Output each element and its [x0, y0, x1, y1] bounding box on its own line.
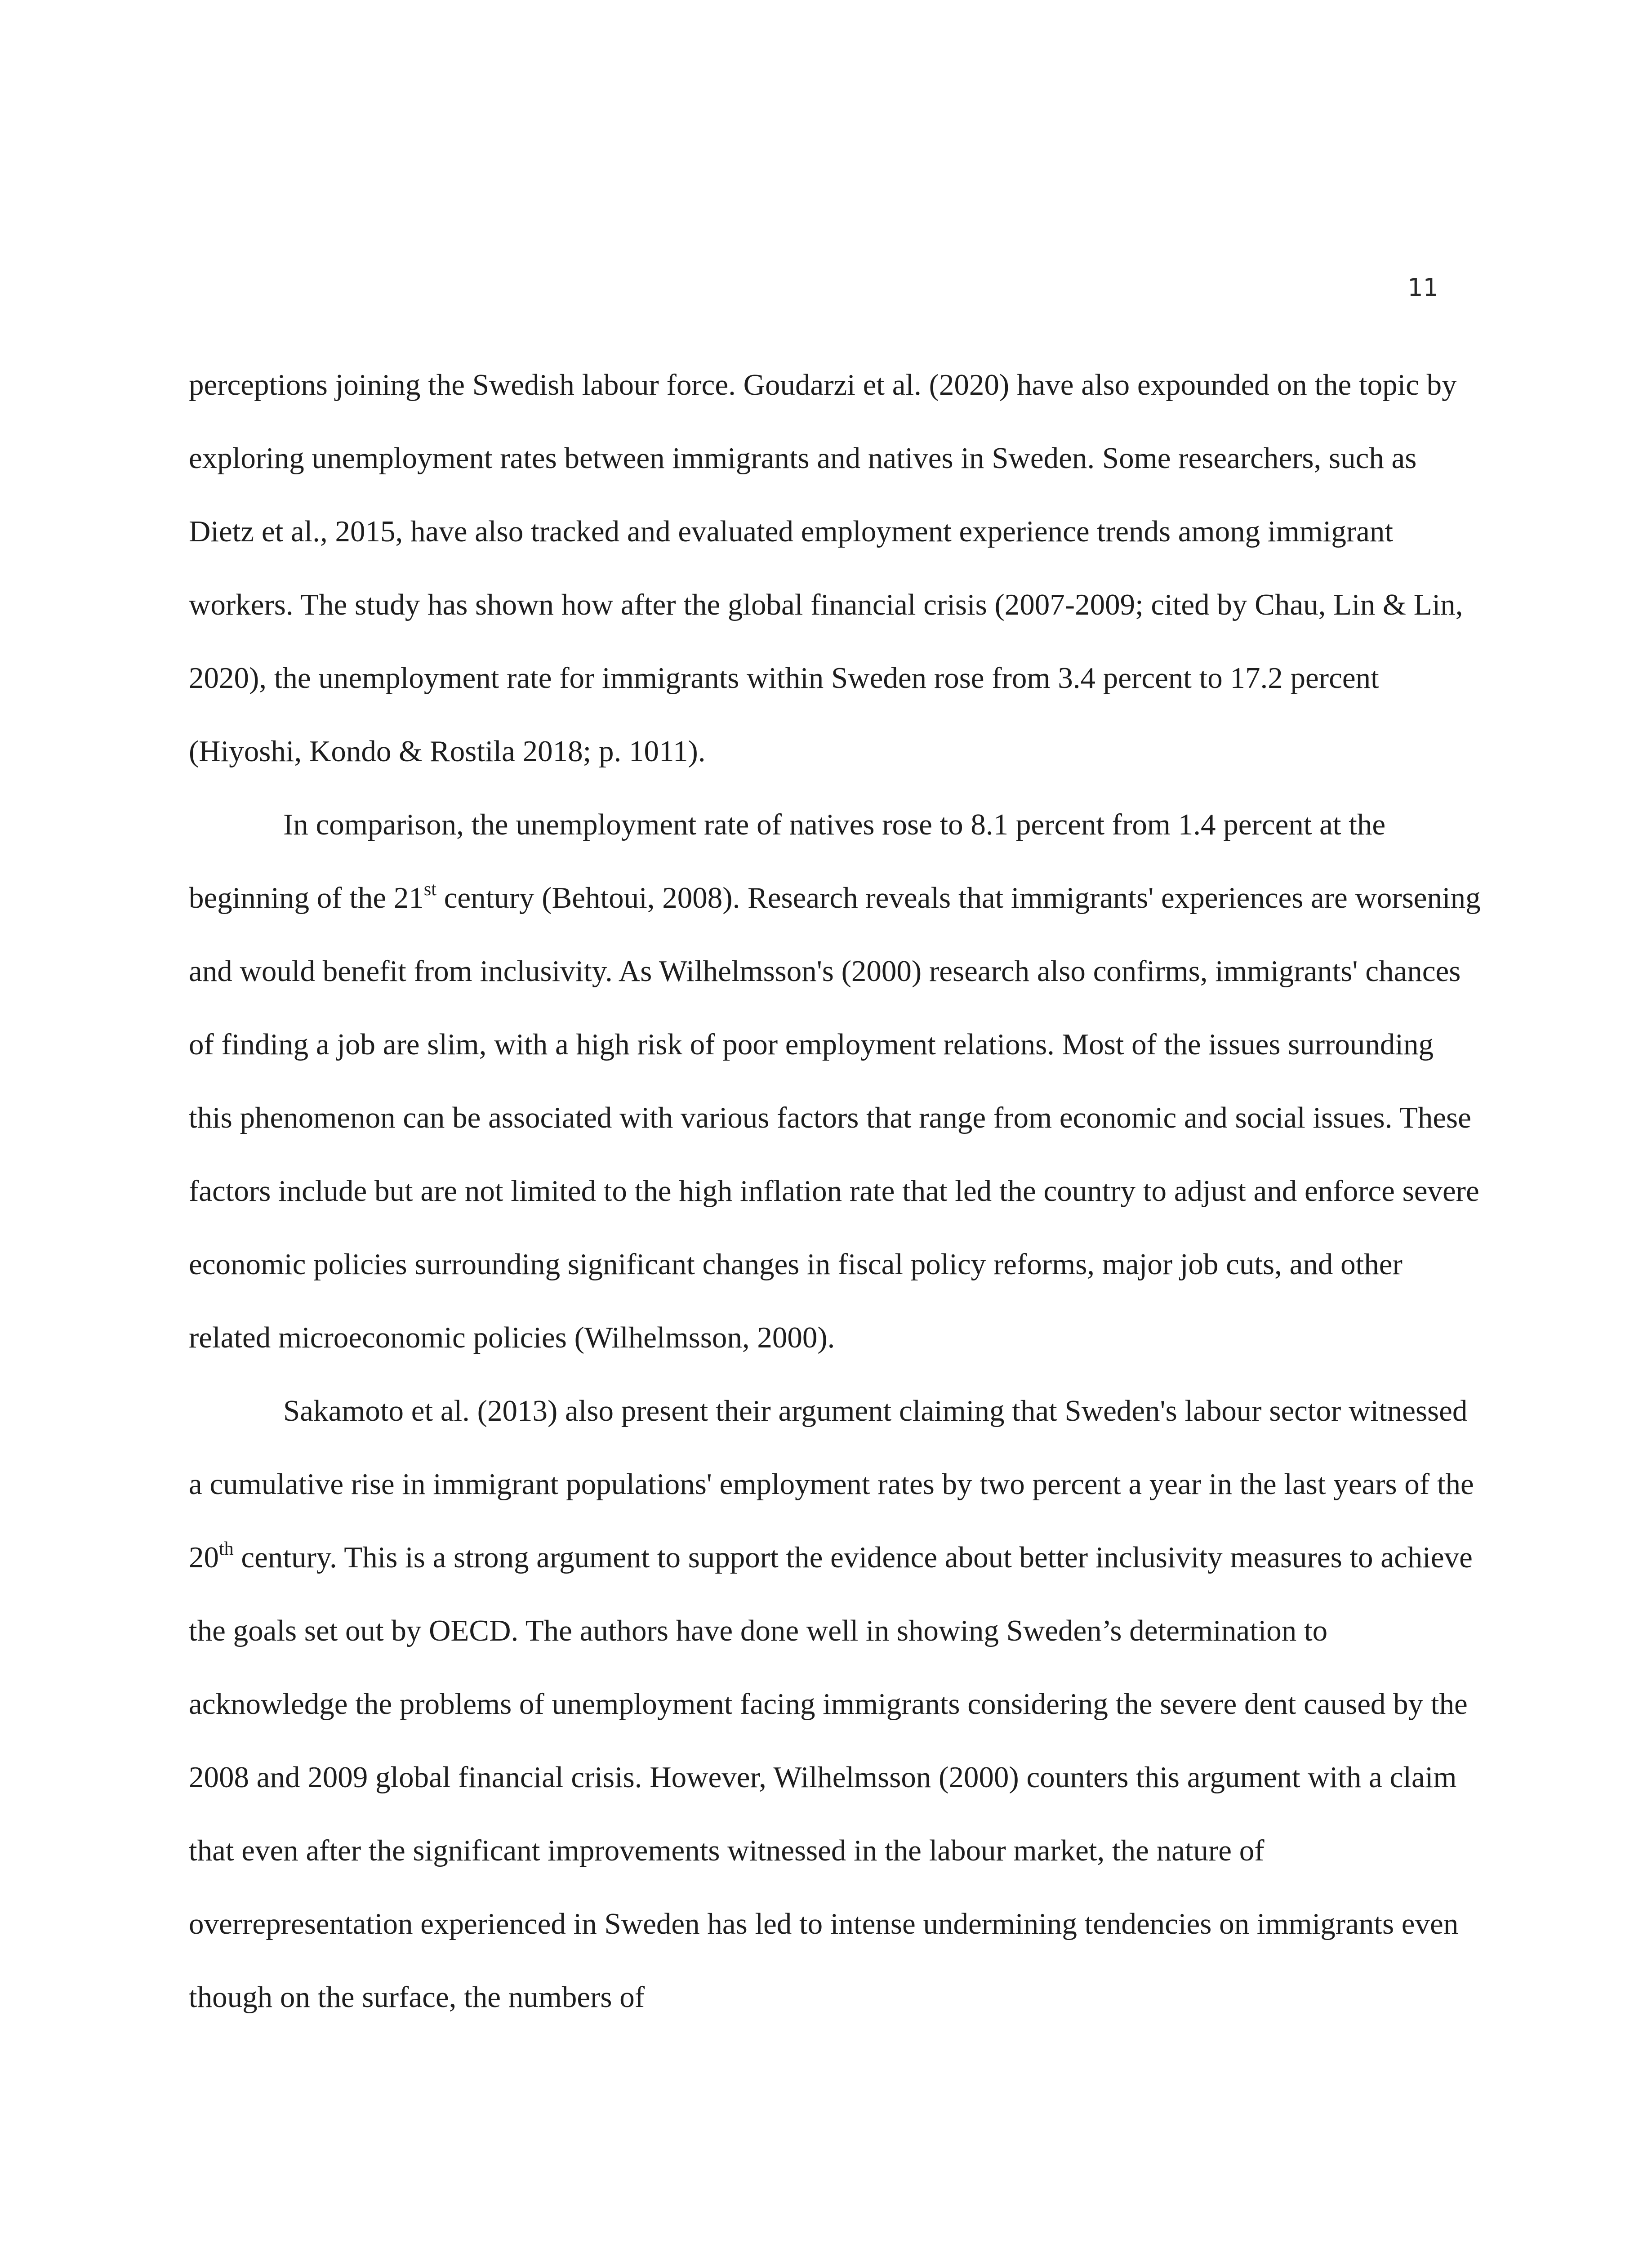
- ordinal-suffix-th: th: [219, 1539, 234, 1559]
- paragraph-3-text-end: century. This is a strong argument to support the evidence about better inclusivity measures to achieve the goals set out by OECD. The authors have done well in showing Sweden’s determination to acknowledge the problems of unemployment facing immigrants considering the severe dent caused by the 2008 and 2009 global financial crisis. However, Wilhelmsson (2000) counters this argument with a claim that even after the significant improvements witnessed in the labour market, the nature of overrepresentation experienced in Sweden has led to intense undermining tendencies on immigrants even though on the surface, the numbers of: [189, 1541, 1473, 2014]
- paragraph-2-text-start: In comparison, the unemployment rate of natives rose to 8.1 percent from 1.4 percent at the beginning of the 21: [189, 808, 1386, 914]
- paragraph-3-text-start: Sakamoto et al. (2013) also present their argument claiming that Sweden's labour sector witnessed a cumulative rise in immigrant populations' employment rates by two percent a year in the last years of the 20: [189, 1394, 1474, 1574]
- page-number: 11: [1407, 273, 1438, 302]
- ordinal-suffix-st: st: [423, 879, 436, 900]
- paragraph-1: perceptions joining the Swedish labour force. Goudarzi et al. (2020) have also expounded on the topic by exploring unemployment rates between immigrants and natives in Sweden. Some researchers, such as Dietz et al., 2015, have also tracked and evaluated employment experience trends among immigrant workers. The study has shown how after the global financial crisis (2007-2009; cited by Chau, Lin & Lin, 2020), the unemployment rate for immigrants within Sweden rose from 3.4 percent to 17.2 percent (Hiyoshi, Kondo & Rostila 2018; p. 1011).: [189, 368, 1463, 768]
- body-text: [189, 348, 1483, 2034]
- paragraph-2-text-end: century (Behtoui, 2008). Research reveals that immigrants' experiences are worsening and would benefit from inclusivity. As Wilhelmsson's (2000) research also confirms, immigrants' chances of finding a job are slim, with a high risk of poor employment relations. Most of the issues surrounding this phenomenon can be associated with various factors that range from economic and social issues. These factors include but are not limited to the high inflation rate that led the country to adjust and enforce severe economic policies surrounding significant changes in fiscal policy reforms, major job cuts, and other related microeconomic policies (Wilhelmsson, 2000).: [189, 881, 1481, 1354]
- paragraph-2: [189, 788, 1483, 1374]
- paragraph-3: [189, 1374, 1483, 2034]
